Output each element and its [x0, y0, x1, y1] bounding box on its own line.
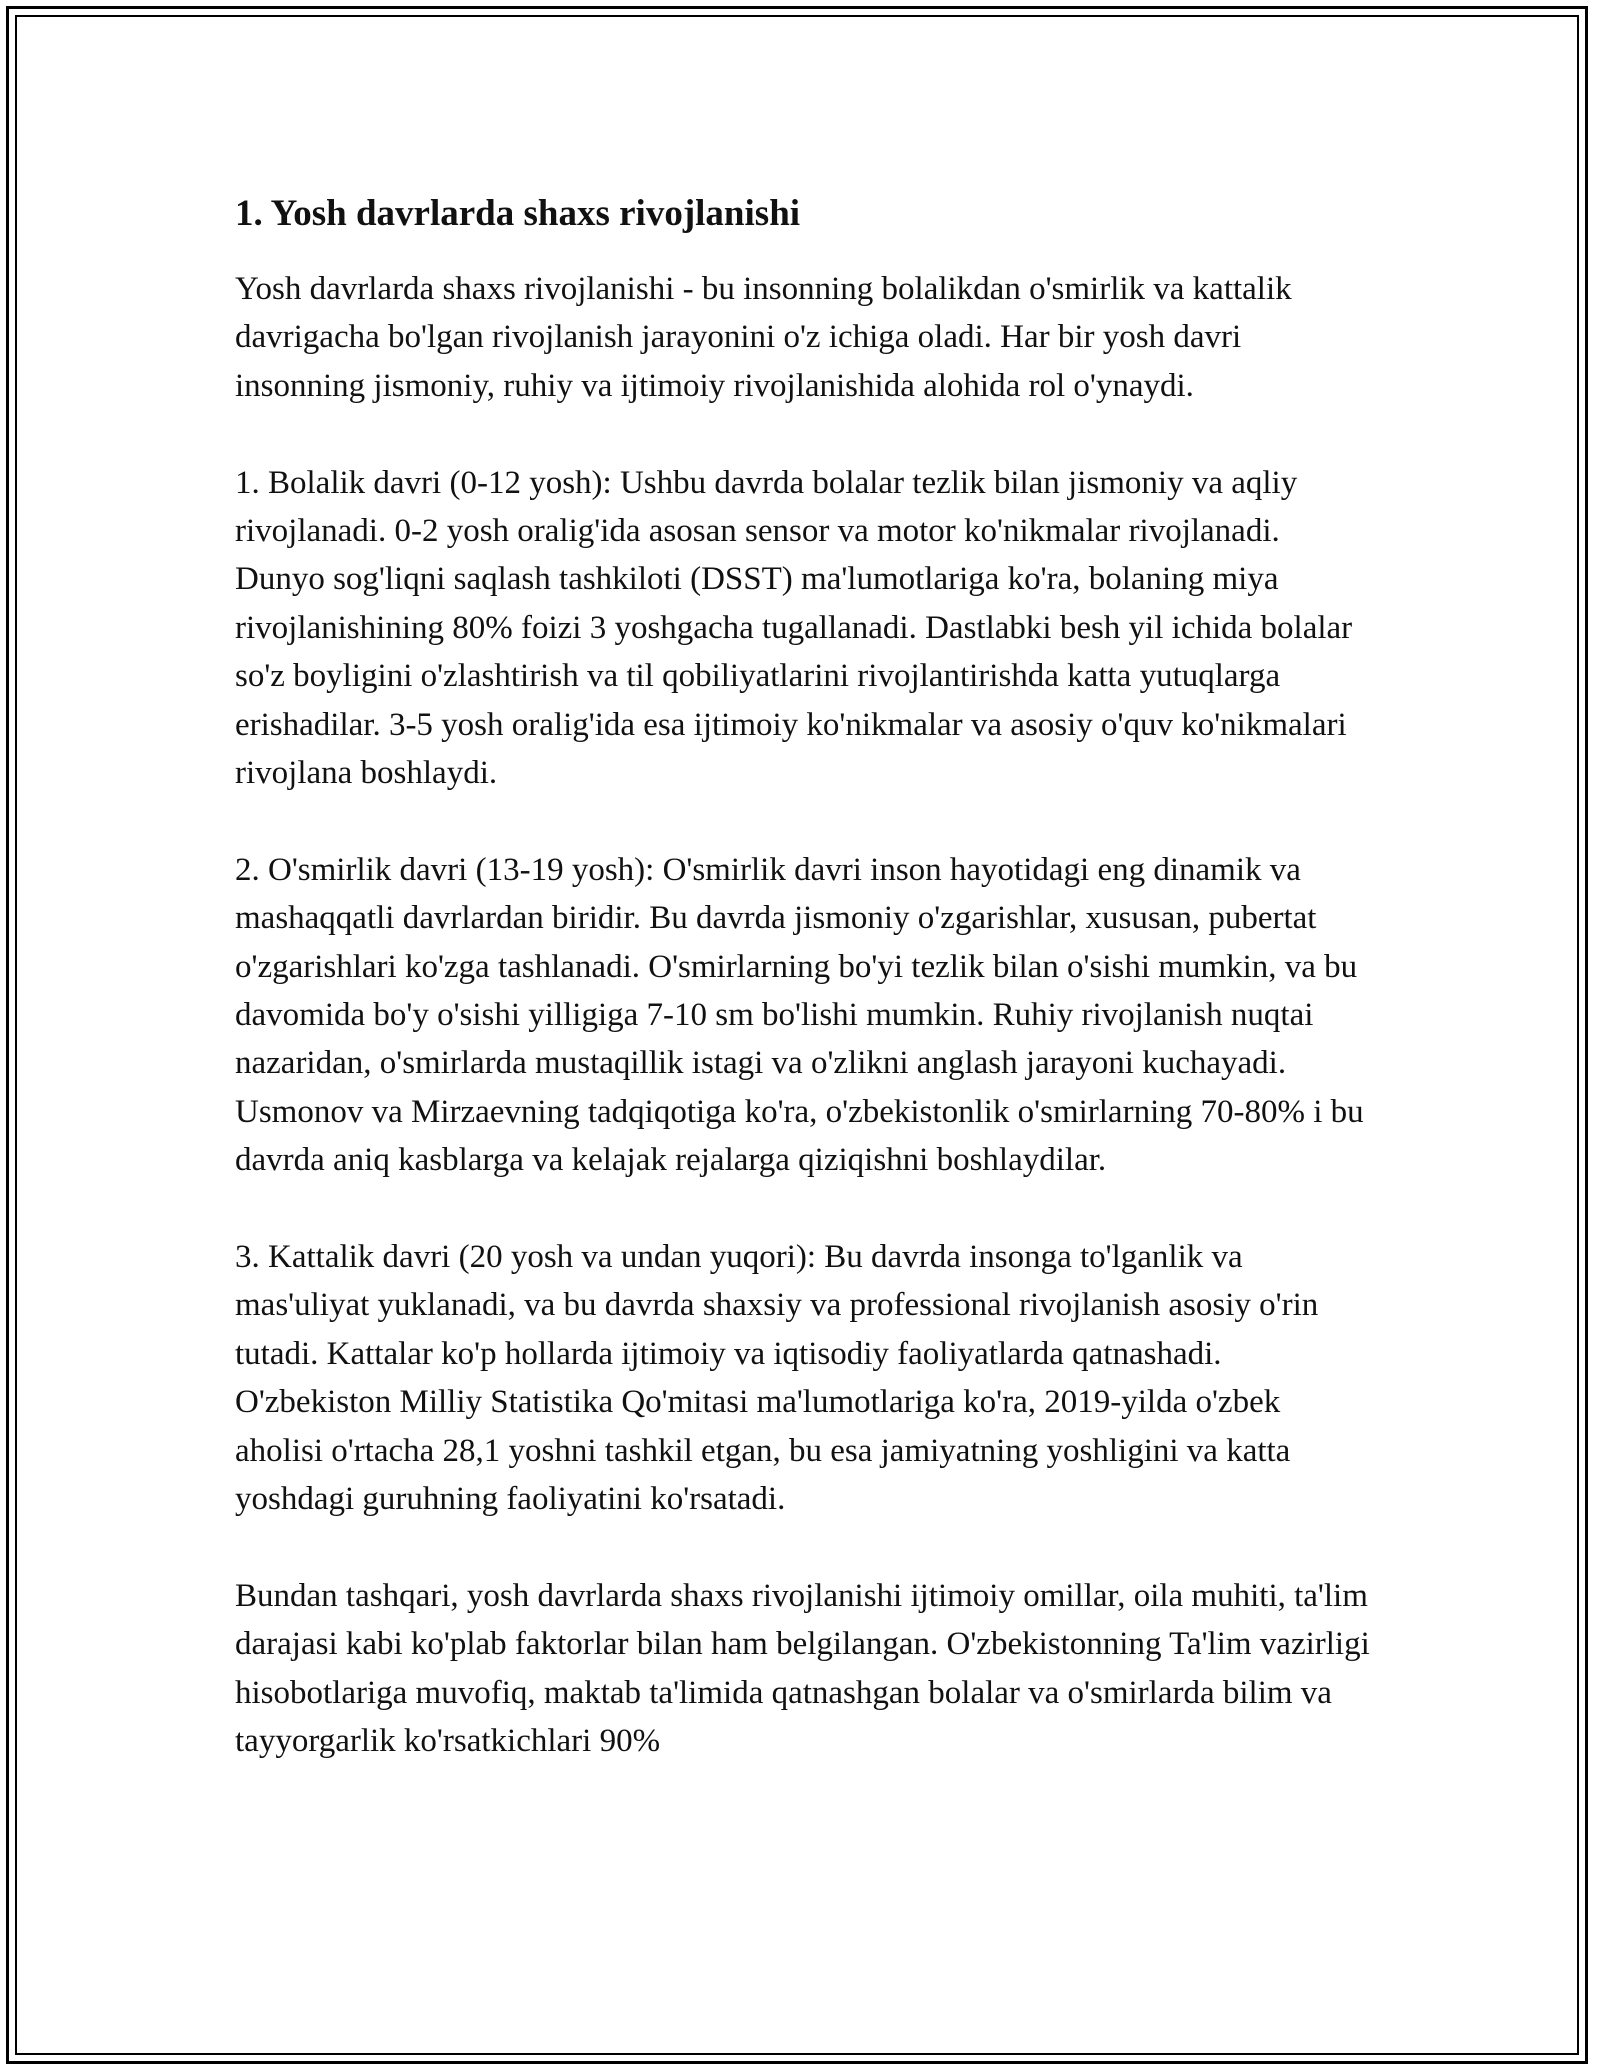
- factors-paragraph: Bundan tashqari, yosh davrlarda shaxs rivojlanishi ijtimoiy omillar, oila muhiti, ta'lim darajasi kabi ko'plab faktorlar bilan ham belgilangan. O'zbekistonning Ta'lim vazirligi hisobotlariga muvofiq, maktab ta'limida qatnashgan bolalar va o'smirlarda bilim va tayyorgarlik ko'rsatkichlari 90%: [235, 1577, 1370, 1760]
- adolescence-paragraph: 2. O'smirlik davri (13-19 yosh): O'smirlik davri inson hayotidagi eng dinamik va mashaqqatli davrlardan biridir. Bu davrda jismoniy o'zgarishlar, xususan, pubertat o'zgarishlari ko'zga tashlanadi. O'smirlarning bo'yi tezlik bilan o'sishi mumkin, va bu davomida bo'y o'sishi yilligiga 7-10 sm bo'lishi mumkin. Ruhiy rivojlanish nuqtai nazaridan, o'smirlarda mustaqillik istagi va o'zlikni anglash jarayoni kuchayadi. Usmonov va Mirzaevning tadqiqotiga ko'ra, o'zbekistonlik o'smirlarning 70-80% i bu davrda aniq kasblarga va kelajak rejalarga qiziqishni boshlaydilar.: [235, 851, 1364, 1179]
- adulthood-paragraph: 3. Kattalik davri (20 yosh va undan yuqori): Bu davrda insonga to'lganlik va mas'uliyat yuklanadi, va bu davrda shaxsiy va professional rivojlanish asosiy o'rin tutadi. Kattalar ko'p hollarda ijtimoiy va iqtisodiy faoliyatlarda qatnashadi. O'zbekiston Milliy Statistika Qo'mitasi ma'lumotlariga ko'ra, 2019-yilda o'zbek aholisi o'rtacha 28,1 yoshni tashkil etgan, bu esa jamiyatning yoshligini va katta yoshdagi guruhning faoliyatini ko'rsatadi.: [235, 1239, 1319, 1518]
- childhood-paragraph: 1. Bolalik davri (0-12 yosh): Ushbu davrda bolalar tezlik bilan jismoniy va aqliy rivojlanadi. 0-2 yosh oralig'ida asosan sensor va motor ko'nikmalar rivojlanadi. Dunyo sog'liqni saqlash tashkiloti (DSST) ma'lumotlariga ko'ra, bolaning miya rivojlanishining 80% foizi 3 yoshgacha tugallanadi. Dastlabki besh yil ichida bolalar so'z boyligini o'zlashtirish va til qobiliyatlarini rivojlantirishda katta yutuqlarga erishadilar. 3-5 yosh oralig'ida esa ijtimoiy ko'nikmalar va asosiy o'quv ko'nikmalari rivojlana boshlaydi.: [235, 464, 1353, 792]
- document-title: 1. Yosh davrlarda shaxs rivojlanishi: [235, 193, 801, 234]
- intro-paragraph: Yosh davrlarda shaxs rivojlanishi - bu insonning bolalikdan o'smirlik va kattalik davrigacha bo'lgan rivojlanish jarayonini o'z ichiga oladi. Har bir yosh davri insonning jismoniy, ruhiy va ijtimoiy rivojlanishida alohida rol o'ynaydi.: [235, 271, 1292, 404]
- document-body: [235, 190, 1375, 1814]
